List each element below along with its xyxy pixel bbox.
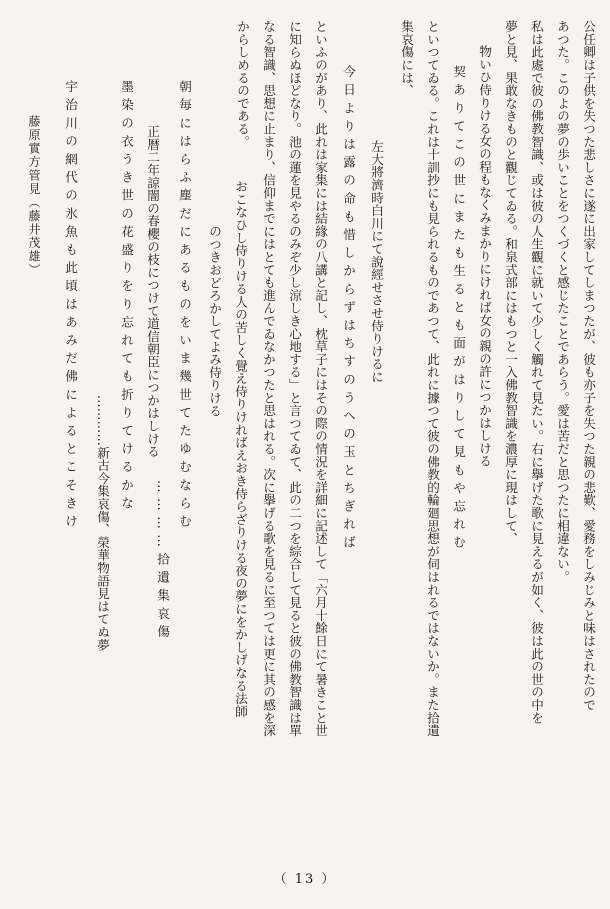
body-column-2: あつた。このよの夢の歩いことをつくづくと感じたことであらう。愛は苦だと思つたに相違ない。 xyxy=(555,20,570,584)
page-number: （ 13 ） xyxy=(273,872,337,887)
poem-3-source: …………拾遺集哀傷 xyxy=(155,480,170,643)
poem-heading-3-cont: のつきおどろかしてよみ侍りける xyxy=(207,225,222,417)
running-title: 藤原實方管見（藤井茂雄） xyxy=(27,115,41,277)
body-column-4: 夢と見、果敢なきものと觀じてゐる。和泉式部にはもつと一入佛教智識を濃厚に現はして、 xyxy=(503,20,518,545)
poem-2: 今日よりは露の命も惜しからずはちすのうへの玉とちぎれば xyxy=(341,65,356,554)
body-column-5: といつてゐる。これは十訓抄にも見られるものであつて、此れに據つて彼の佛教的輪廻思想が伺はれるではないか。また拾遺 xyxy=(425,20,440,737)
body-column-8: に知らぬほどなり。池の蓮を見やるのみぞ少し涼しき心地する」と言つてゐて、此の二つを綜合して見ると彼の佛教智識は單 xyxy=(287,20,302,737)
body-column-7: といふのがあり、此れは家集には結緣の八講と記し、枕草子にはその際の情況を詳細に記述して「六月十餘日にて暑きこと世 xyxy=(313,20,328,737)
poem-4: 墨染の衣うき世の花盛りをり忘れても折りてけるかな xyxy=(119,80,134,515)
body-column-3: 私は此處で彼の佛教智識、或は彼の人生觀に就いて少しく觸れて見たい。右に擧げた歌に見えるが如く、彼は此の世の中を xyxy=(529,20,544,724)
body-column-9: なる智識、思想に止まり、信仰までにはとても進んでゐなかつたと思はれる。次に擧げる歌を見るに至つては更に其の感を深 xyxy=(261,20,276,737)
poem-heading-3: おこなひし侍りける人の苦しく覺え侍りければえおき侍らざりける夜の夢にをかしげなる法師 xyxy=(233,180,248,718)
poem-5: 宇治川の網代の氷魚も此頃はあみだ佛によるとこそきけ xyxy=(63,80,78,533)
poem-1: 契ありてこの世にまたも生るとも面がはりして見もや忘れむ xyxy=(451,65,466,554)
body-column-1: 公任卿は子供を失つた悲しさに遂に出家してしまつたが、彼も亦子を失つた親の悲歎、愛務をしみじみと味はされたので xyxy=(581,20,596,712)
poem-3: 朝毎にはらふ塵だにあるものをいま幾世てたゆむならむ xyxy=(177,80,192,533)
poem-heading-2: 左大將濟時白川にて說經せさせ侍りけるに xyxy=(369,140,384,384)
body-column-10: からしめるのである。 xyxy=(235,20,250,148)
poem-heading-1: 物いひ侍りける女の程もなくみまかりにければ女の親の許につかはしける xyxy=(477,45,492,468)
poem-4-source: …………新古今集哀傷、榮華物語見はてぬ夢 xyxy=(95,395,110,651)
poem-heading-4: 正暦二年諒闇の春櫻の枝につけて道信朝臣につかはしける xyxy=(145,125,160,458)
body-column-6: 集哀傷には、 xyxy=(399,20,414,97)
